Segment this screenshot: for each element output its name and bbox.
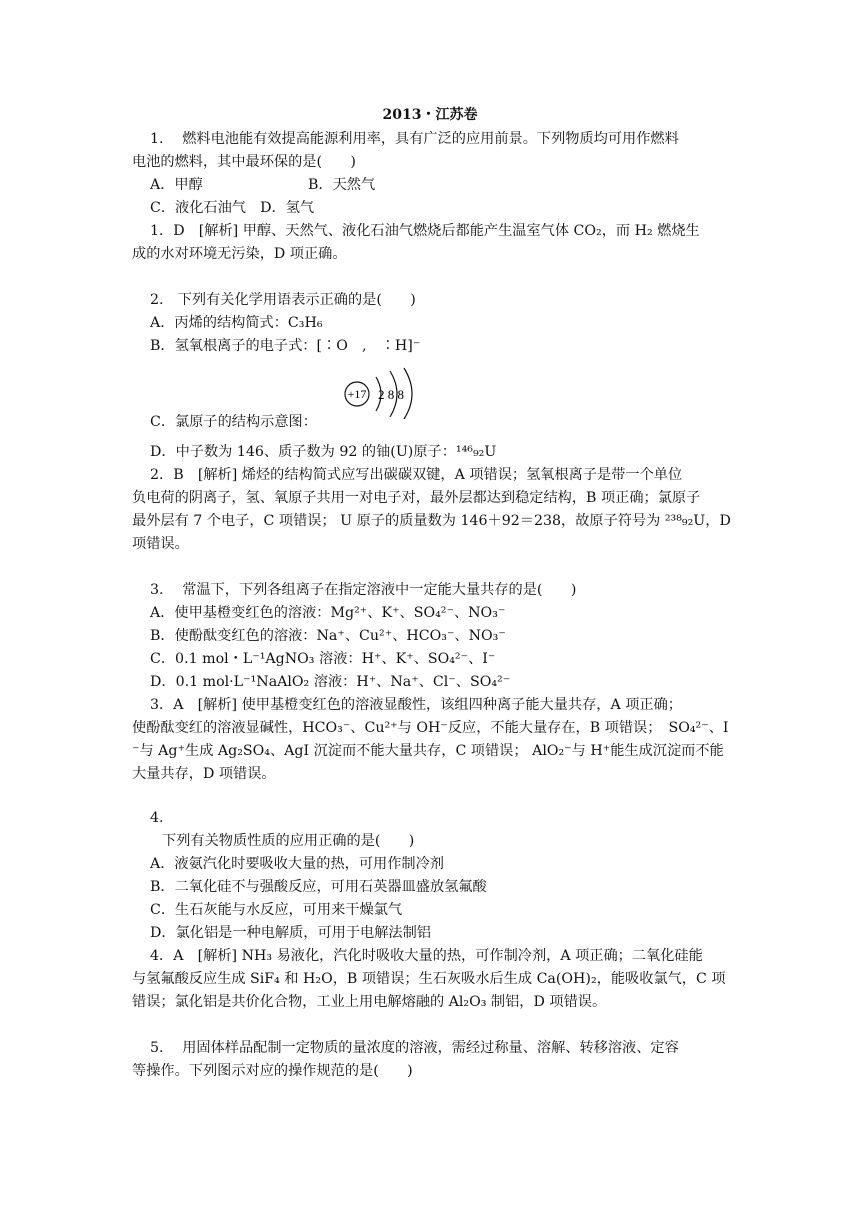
q2-answer-line2: 负电荷的阴离子，氢、氧原子共用一对电子对，最外层都达到稳定结构，B 项正确；氯原子 [132, 490, 701, 506]
page-title: 2013・江苏卷 [382, 107, 478, 123]
q3-stem: 3. 常温下，下列各组离子在指定溶液中一定能大量共存的是( ) [150, 582, 577, 598]
q4-stem: 下列有关物质性质的应用正确的是( ) [162, 833, 415, 849]
q4-answer-line2: 与氢氟酸反应生成 SiF₄ 和 H₂O，B 项错误；生石灰吸水后生成 Ca(OH)₂，能吸收氯气，C 项 [132, 971, 726, 987]
q2-stem: 2. 下列有关化学用语表示正确的是( ) [150, 292, 416, 308]
q2-option-a: A．丙烯的结构简式：C₃H₆ [150, 315, 323, 331]
q1-answer-line2: 成的水对环境无污染，D 项正确。 [132, 246, 347, 262]
q2-option-c: C．氯原子的结构示意图： [150, 414, 317, 430]
q3-answer-line4: 大量共存，D 项错误。 [132, 766, 276, 782]
q2-option-d: D．中子数为 146、质子数为 92 的铀(U)原子：¹⁴⁶₉₂U [150, 444, 497, 460]
q3-answer-line2: 使酚酞变红的溶液显碱性，HCO₃⁻、Cu²⁺与 OH⁻反应，不能大量存在，B 项错误； SO₄²⁻、I [132, 720, 729, 736]
q2-answer-line3: 最外层有 7 个电子，C 项错误； U 原子的质量数为 146＋92＝238，故原子符号为 ²³⁸₉₂U，D [132, 513, 731, 529]
q3-option-c: C．0.1 mol・L⁻¹AgNO₃ 溶液：H⁺、K⁺、SO₄²⁻、I⁻ [150, 651, 496, 667]
q2-answer-line4: 项错误。 [132, 536, 189, 552]
q1-option-b: B．天然气 [308, 177, 376, 193]
q1-answer-line1: 1．D [解析] 甲醇、天然气、液化石油气燃烧后都能产生温室气体 CO₂，而 H₂ 燃烧生 [150, 223, 700, 239]
q1-stem-line1: 1. 燃料电池能有效提高能源利用率，具有广泛的应用前景。下列物质均可用作燃料 [150, 131, 679, 147]
q4-option-b: B．二氧化硅不与强酸反应，可用石英器皿盛放氢氟酸 [150, 879, 487, 895]
q1-option-a: A．甲醇 [150, 177, 203, 193]
atom-nucleus-label: +17 [347, 387, 367, 401]
q3-option-a: A．使甲基橙变红色的溶液：Mg²⁺、K⁺、SO₄²⁻、NO₃⁻ [150, 605, 506, 621]
q5-stem-line1: 5. 用固体样品配制一定物质的量浓度的溶液，需经过称量、溶解、转移溶液、定容 [150, 1040, 679, 1056]
q4-option-a: A．液氨汽化时要吸收大量的热，可用作制冷剂 [150, 856, 444, 872]
q3-option-b: B．使酚酞变红色的溶液：Na⁺、Cu²⁺、HCO₃⁻、NO₃⁻ [150, 628, 506, 644]
q3-answer-line3: ⁻与 Ag⁺生成 Ag₂SO₄、AgI 沉淀而不能大量共存，C 项错误； AlO₂⁻与 H⁺能生成沉淀而不能 [132, 743, 724, 759]
atom-shell-electrons: 2 8 8 [378, 387, 404, 402]
q1-option-cd: C．液化石油气 D．氢气 [150, 200, 315, 216]
q2-answer-line1: 2．B [解析] 烯烃的结构简式应写出碳碳双键，A 项错误；氢氧根离子是带一个单位 [150, 467, 683, 483]
q4-answer-line3: 错误；氯化铝是共价化合物，工业上用电解熔融的 Al₂O₃ 制铝，D 项错误。 [132, 994, 607, 1010]
q4-answer-line1: 4．A [解析] NH₃ 易液化，汽化时吸收大量的热，可作制冷剂，A 项正确；二氧化硅能 [150, 948, 703, 964]
q3-answer-line1: 3．A [解析] 使甲基橙变红色的溶液显酸性，该组四种离子能大量共存，A 项正确； [150, 697, 682, 713]
q4-option-d: D．氯化铝是一种电解质，可用于电解法制铝 [150, 925, 431, 941]
q3-option-d: D．0.1 mol·L⁻¹NaAlO₂ 溶液：H⁺、Na⁺、Cl⁻、SO₄²⁻ [150, 674, 511, 690]
q5-stem-line2: 等操作。下列图示对应的操作规范的是( ) [132, 1063, 413, 1079]
q4-number: 4. [150, 810, 164, 826]
q1-stem-line2: 电池的燃料，其中最环保的是( ) [132, 154, 356, 170]
q4-option-c: C．生石灰能与水反应，可用来干燥氯气 [150, 902, 403, 918]
q2-option-b: B．氢氧根离子的电子式：[∶O , ∶H]⁻ [150, 338, 421, 354]
